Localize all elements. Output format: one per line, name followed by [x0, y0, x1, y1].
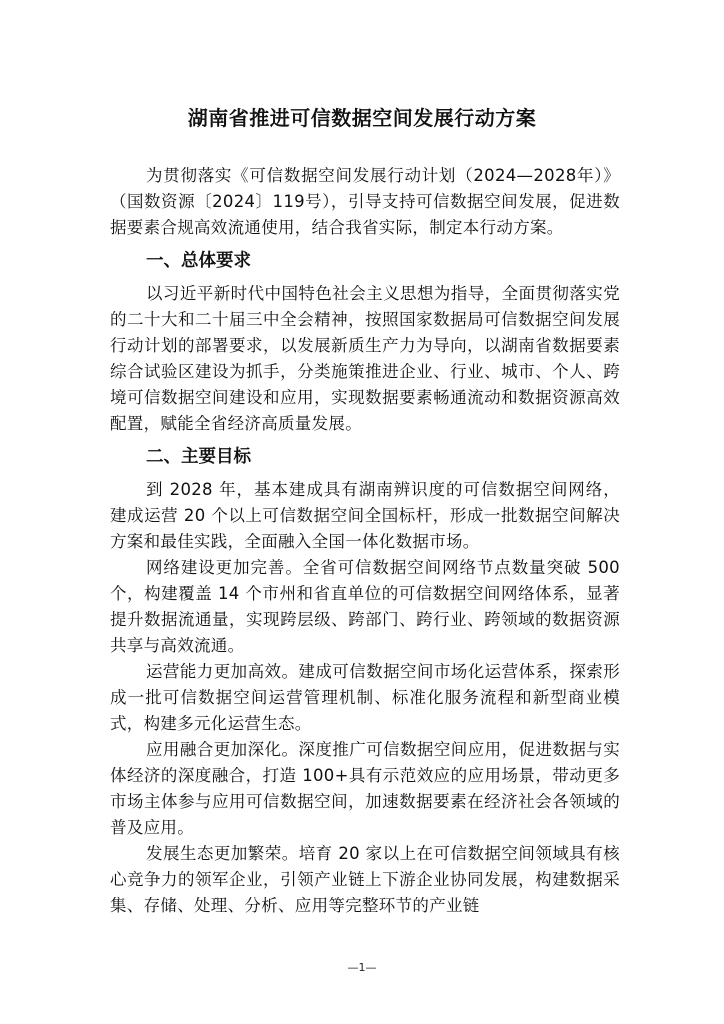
section-paragraph: 网络建设更加完善。全省可信数据空间网络节点数量突破 500 个，构建覆盖 14 个市州和省直单位的可信数据空间网络体系，显著提升数据流通量，实现跨层级、跨部门、跨行业、跨领域的数据资源共享与高效流通。: [110, 558, 620, 655]
document-body: [110, 163, 620, 919]
section-paragraph: 运营能力更加高效。建成可信数据空间市场化运营体系，探索形成一批可信数据空间运营管理机制、标准化服务流程和新型商业模式，构建多元化运营生态。: [110, 662, 620, 733]
section-heading-main-goals: 二、主要目标: [146, 447, 251, 467]
section-paragraph: 到 2028 年，基本建成具有湖南辨识度的可信数据空间网络，建成运营 20 个以上可信数据空间全国标杆，形成一批数据空间解决方案和最佳实践，全面融入全国一体化数据市场。: [110, 480, 620, 551]
intro-paragraph: 为贯彻落实《可信数据空间发展行动计划（2024—2028年）》（国数资源〔2024〕119号），引导支持可信数据空间发展，促进数据要素合规高效流通使用，结合我省实际，制定本行动方案。: [110, 166, 620, 237]
section-paragraph: 发展生态更加繁荣。培育 20 家以上在可信数据空间领域具有核心竞争力的领军企业，引领产业链上下游企业协同发展，构建数据采集、存储、处理、分析、应用等完整环节的产业链: [110, 844, 620, 915]
section-paragraph: 以习近平新时代中国特色社会主义思想为指导，全面贯彻落实党的二十大和二十届三中全会精神，按照国家数据局可信数据空间发展行动计划的部署要求，以发展新质生产力为导向，以湖南省数据要素综合试验区建设为抓手，分类施策推进企业、行业、城市、个人、跨境可信数据空间建设和应用，实现数据要素畅通流动和数据资源高效配置，赋能全省经济高质量发展。: [110, 284, 620, 433]
page-number: —1—: [347, 961, 377, 974]
section-paragraph: 应用融合更加深化。深度推广可信数据空间应用，促进数据与实体经济的深度融合，打造 100+具有示范效应的应用场景，带动更多市场主体参与应用可信数据空间，加速数据要素在经济社会各领域的普及应用。: [110, 740, 620, 837]
document-title: 湖南省推进可信数据空间发展行动方案: [187, 106, 537, 130]
section-heading-general-requirements: 一、总体要求: [146, 251, 251, 271]
